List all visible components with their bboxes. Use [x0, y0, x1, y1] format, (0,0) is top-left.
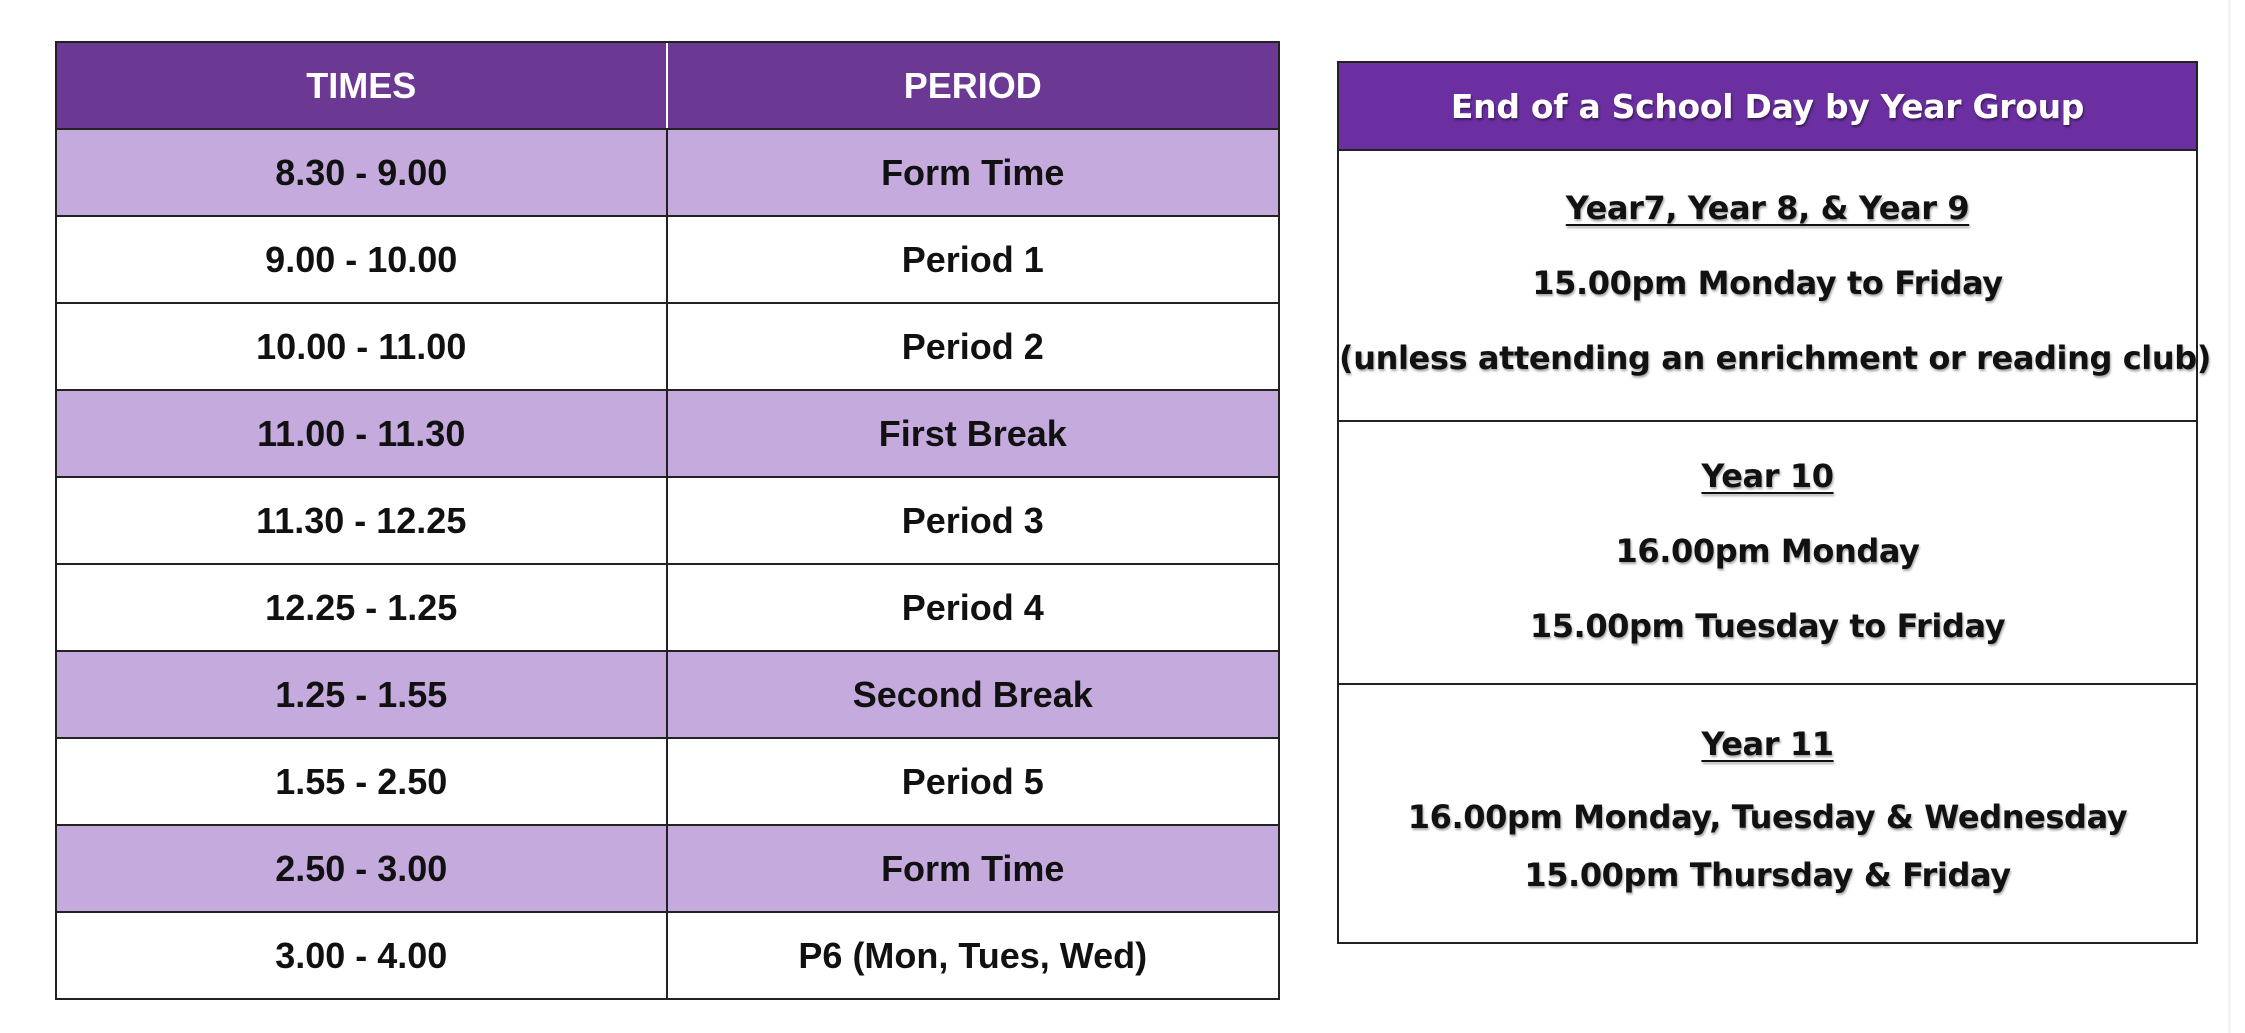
table-row [57, 913, 1278, 998]
section-line: 16.00pm Monday, Tuesday & Wednesday [1407, 798, 2128, 836]
time-cell: 9.00 - 10.00 [57, 217, 668, 302]
table-row [57, 565, 1278, 652]
time-cell: 1.55 - 2.50 [57, 739, 668, 824]
section-line: 15.00pm Thursday & Friday [1524, 856, 2011, 894]
period-cell: Second Break [852, 673, 1093, 715]
timetable-header [57, 43, 1278, 130]
period-cell: P6 (Mon, Tues, Wed) [798, 934, 1148, 976]
period-cell: First Break [878, 412, 1067, 454]
timetable [55, 41, 1280, 1000]
table-row [57, 304, 1278, 391]
section-heading: Year 10 [1701, 457, 1834, 495]
period-cell: Period 1 [901, 238, 1044, 280]
times-column-header: TIMES [57, 43, 668, 128]
period-cell: Form Time [881, 151, 1065, 193]
period-column-header: PERIOD [903, 64, 1042, 106]
year-7-8-9-section [1339, 151, 2211, 422]
time-cell: 12.25 - 1.25 [57, 565, 668, 650]
section-heading: Year7, Year 8, & Year 9 [1565, 189, 1970, 227]
section-line: 15.00pm Tuesday to Friday [1529, 607, 2006, 645]
time-cell: 10.00 - 11.00 [57, 304, 668, 389]
section-line: (unless attending an enrichment or reading club) [1339, 339, 2211, 377]
table-row [57, 478, 1278, 565]
period-cell: Period 4 [901, 586, 1044, 628]
time-cell: 8.30 - 9.00 [57, 130, 668, 215]
end-of-day-title: End of a School Day by Year Group [1339, 63, 2196, 151]
section-line: 15.00pm Monday to Friday [1532, 264, 2003, 302]
section-heading: Year 11 [1701, 725, 1834, 763]
end-of-day-panel [1337, 61, 2211, 944]
year-11-section [1339, 685, 2196, 942]
time-cell: 11.30 - 12.25 [57, 478, 668, 563]
table-row [57, 217, 1278, 304]
table-row [57, 391, 1278, 478]
time-cell: 2.50 - 3.00 [57, 826, 668, 911]
table-row [57, 130, 1278, 217]
section-line: 16.00pm Monday [1615, 532, 1920, 570]
year-10-section [1339, 422, 2196, 685]
period-cell: Period 2 [901, 325, 1044, 367]
time-cell: 11.00 - 11.30 [57, 391, 668, 476]
page-edge-divider [2228, 0, 2231, 1033]
time-cell: 1.25 - 1.55 [57, 652, 668, 737]
table-row [57, 739, 1278, 826]
period-cell: Period 5 [901, 760, 1044, 802]
time-cell: 3.00 - 4.00 [57, 913, 668, 998]
period-cell: Period 3 [901, 499, 1044, 541]
table-row [57, 826, 1278, 913]
table-row [57, 652, 1278, 739]
period-cell: Form Time [881, 847, 1065, 889]
